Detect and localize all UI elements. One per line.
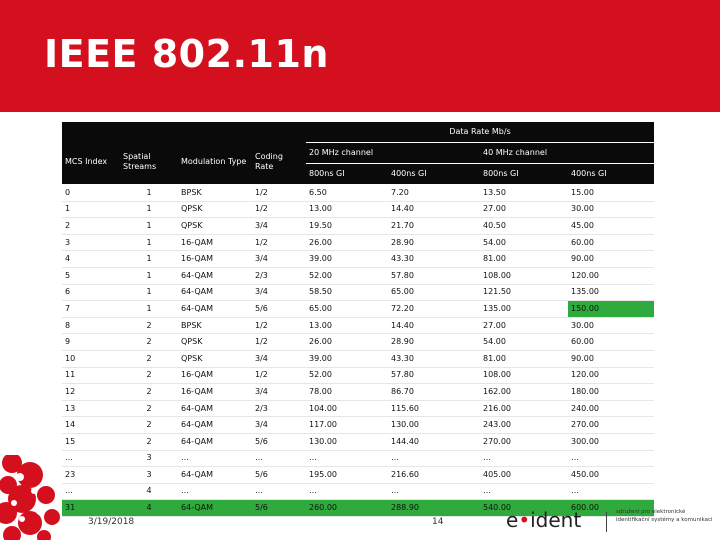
header-40mhz-channel: 40 MHz channel xyxy=(480,143,654,164)
cell-spatial-streams: 1 xyxy=(120,185,178,202)
table-row xyxy=(62,417,654,434)
cell-rate-20mhz-400ns: 115.60 xyxy=(388,400,480,417)
cell-modulation: 64-QAM xyxy=(178,433,252,450)
header-800ns-gi-20: 800ns GI xyxy=(306,164,388,185)
logo-subtitle-line2: identifikační systémy a komunikaci xyxy=(616,517,713,523)
cell-rate-40mhz-800ns: … xyxy=(480,450,568,467)
cell-spatial-streams: 2 xyxy=(120,417,178,434)
cell-modulation: BPSK xyxy=(178,185,252,202)
cell-coding-rate: 1/2 xyxy=(252,234,306,251)
cell-rate-20mhz-800ns: 130.00 xyxy=(306,433,388,450)
cell-rate-40mhz-400ns: 270.00 xyxy=(568,417,654,434)
cell-rate-20mhz-400ns: 43.30 xyxy=(388,251,480,268)
cell-modulation: 64-QAM xyxy=(178,500,252,517)
cell-coding-rate: 1/2 xyxy=(252,185,306,202)
table-row xyxy=(62,367,654,384)
cell-rate-20mhz-800ns: … xyxy=(306,483,388,500)
cell-rate-40mhz-800ns: 81.00 xyxy=(480,350,568,367)
cell-rate-20mhz-800ns: 26.00 xyxy=(306,234,388,251)
table-row xyxy=(62,317,654,334)
cell-modulation: … xyxy=(178,450,252,467)
cell-rate-20mhz-800ns: 52.00 xyxy=(306,267,388,284)
header-400ns-gi-20: 400ns GI xyxy=(388,164,480,185)
cell-mcs-index: 8 xyxy=(62,317,120,334)
header-800ns-gi-40: 800ns GI xyxy=(480,164,568,185)
cell-coding-rate: 3/4 xyxy=(252,384,306,401)
cell-spatial-streams: 3 xyxy=(120,450,178,467)
table-row xyxy=(62,267,654,284)
cell-rate-40mhz-800ns: 135.00 xyxy=(480,301,568,318)
cell-spatial-streams: 2 xyxy=(120,334,178,351)
cell-mcs-index: 10 xyxy=(62,350,120,367)
cell-spatial-streams: 1 xyxy=(120,251,178,268)
cell-mcs-index: 23 xyxy=(62,467,120,484)
cell-rate-20mhz-400ns: 288.90 xyxy=(388,500,480,517)
table-row xyxy=(62,334,654,351)
cell-rate-40mhz-400ns: … xyxy=(568,450,654,467)
cell-rate-20mhz-800ns: 39.00 xyxy=(306,350,388,367)
cell-rate-40mhz-400ns: 240.00 xyxy=(568,400,654,417)
cell-mcs-index: 9 xyxy=(62,334,120,351)
cell-rate-20mhz-400ns: 57.80 xyxy=(388,367,480,384)
cell-rate-40mhz-400ns: 30.00 xyxy=(568,201,654,218)
cell-rate-20mhz-400ns: 57.80 xyxy=(388,267,480,284)
cell-rate-40mhz-400ns: 15.00 xyxy=(568,185,654,202)
cell-rate-20mhz-400ns: 21.70 xyxy=(388,218,480,235)
cell-rate-40mhz-400ns: 90.00 xyxy=(568,251,654,268)
table-row xyxy=(62,467,654,484)
logo-ident: ident xyxy=(530,508,582,532)
cell-rate-20mhz-800ns: 39.00 xyxy=(306,251,388,268)
cell-coding-rate: 2/3 xyxy=(252,267,306,284)
cell-mcs-index: … xyxy=(62,483,120,500)
cell-rate-20mhz-400ns: 86.70 xyxy=(388,384,480,401)
cell-spatial-streams: 2 xyxy=(120,350,178,367)
cell-mcs-index: 6 xyxy=(62,284,120,301)
cell-modulation: 64-QAM xyxy=(178,267,252,284)
cell-rate-40mhz-400ns: 600.00 xyxy=(568,500,654,517)
cell-rate-20mhz-400ns: 7.20 xyxy=(388,185,480,202)
eident-logo xyxy=(506,508,581,532)
cell-rate-40mhz-400ns: 45.00 xyxy=(568,218,654,235)
table-row xyxy=(62,350,654,367)
cell-rate-40mhz-800ns: 405.00 xyxy=(480,467,568,484)
cell-mcs-index: 1 xyxy=(62,201,120,218)
cell-rate-40mhz-800ns: 13.50 xyxy=(480,185,568,202)
cell-coding-rate: 1/2 xyxy=(252,317,306,334)
cell-modulation: 64-QAM xyxy=(178,417,252,434)
logo-e: e xyxy=(506,508,519,532)
table-row xyxy=(62,450,654,467)
cell-coding-rate: 1/2 xyxy=(252,334,306,351)
cell-modulation: QPSK xyxy=(178,218,252,235)
cell-spatial-streams: 2 xyxy=(120,367,178,384)
cell-rate-20mhz-400ns: 28.90 xyxy=(388,234,480,251)
cell-rate-40mhz-400ns: 30.00 xyxy=(568,317,654,334)
cell-rate-20mhz-400ns: 130.00 xyxy=(388,417,480,434)
cell-rate-20mhz-400ns: 65.00 xyxy=(388,284,480,301)
cell-rate-40mhz-400ns: 90.00 xyxy=(568,350,654,367)
cell-rate-40mhz-400ns: 150.00 xyxy=(568,301,654,318)
cell-rate-40mhz-400ns: 60.00 xyxy=(568,234,654,251)
slide-title: IEEE 802.11n xyxy=(44,32,329,76)
cell-modulation: 64-QAM xyxy=(178,467,252,484)
header-data-rate: Data Rate Mb/s xyxy=(306,122,654,143)
cell-coding-rate: 3/4 xyxy=(252,417,306,434)
cell-mcs-index: 2 xyxy=(62,218,120,235)
cell-rate-20mhz-800ns: 13.00 xyxy=(306,317,388,334)
cell-modulation: BPSK xyxy=(178,317,252,334)
cell-rate-20mhz-400ns: 14.40 xyxy=(388,201,480,218)
cell-spatial-streams: 2 xyxy=(120,400,178,417)
header-400ns-gi-40: 400ns GI xyxy=(568,164,654,185)
table-row xyxy=(62,234,654,251)
cell-rate-20mhz-800ns: 195.00 xyxy=(306,467,388,484)
cell-mcs-index: 11 xyxy=(62,367,120,384)
cell-coding-rate: 5/6 xyxy=(252,433,306,450)
cell-rate-20mhz-800ns: 117.00 xyxy=(306,417,388,434)
cell-coding-rate: … xyxy=(252,450,306,467)
cell-coding-rate: 3/4 xyxy=(252,251,306,268)
cell-rate-40mhz-400ns: 135.00 xyxy=(568,284,654,301)
cell-spatial-streams: 3 xyxy=(120,467,178,484)
slide-page-number: 14 xyxy=(432,517,444,527)
cell-rate-20mhz-400ns: … xyxy=(388,450,480,467)
cell-modulation: 64-QAM xyxy=(178,400,252,417)
cell-rate-20mhz-400ns: 72.20 xyxy=(388,301,480,318)
cell-rate-40mhz-400ns: 180.00 xyxy=(568,384,654,401)
cell-rate-40mhz-800ns: 270.00 xyxy=(480,433,568,450)
cell-spatial-streams: 1 xyxy=(120,201,178,218)
cell-mcs-index: 5 xyxy=(62,267,120,284)
cell-spatial-streams: 4 xyxy=(120,500,178,517)
cell-spatial-streams: 4 xyxy=(120,483,178,500)
cell-rate-20mhz-800ns: … xyxy=(306,450,388,467)
cell-coding-rate: 1/2 xyxy=(252,367,306,384)
cell-modulation: 64-QAM xyxy=(178,284,252,301)
cell-rate-40mhz-800ns: … xyxy=(480,483,568,500)
cell-rate-40mhz-800ns: 121.50 xyxy=(480,284,568,301)
cell-rate-40mhz-800ns: 540.00 xyxy=(480,500,568,517)
cell-rate-20mhz-400ns: 43.30 xyxy=(388,350,480,367)
table-row xyxy=(62,185,654,202)
cell-mcs-index: 13 xyxy=(62,400,120,417)
cell-rate-40mhz-800ns: 108.00 xyxy=(480,367,568,384)
cell-spatial-streams: 2 xyxy=(120,384,178,401)
table-row xyxy=(62,251,654,268)
cell-modulation: … xyxy=(178,483,252,500)
cell-mcs-index: 7 xyxy=(62,301,120,318)
cell-mcs-index: 15 xyxy=(62,433,120,450)
cell-rate-20mhz-800ns: 65.00 xyxy=(306,301,388,318)
cell-modulation: QPSK xyxy=(178,334,252,351)
cell-rate-20mhz-800ns: 19.50 xyxy=(306,218,388,235)
mcs-rate-table xyxy=(62,122,654,517)
header-mcs-index: MCS Index xyxy=(62,122,120,185)
cell-rate-20mhz-800ns: 26.00 xyxy=(306,334,388,351)
cell-rate-40mhz-400ns: 450.00 xyxy=(568,467,654,484)
cell-coding-rate: 5/6 xyxy=(252,467,306,484)
cell-rate-20mhz-400ns: 216.60 xyxy=(388,467,480,484)
cell-rate-40mhz-800ns: 243.00 xyxy=(480,417,568,434)
cell-mcs-index: 12 xyxy=(62,384,120,401)
cell-rate-40mhz-800ns: 81.00 xyxy=(480,251,568,268)
cell-spatial-streams: 1 xyxy=(120,267,178,284)
table-row xyxy=(62,201,654,218)
table-row xyxy=(62,284,654,301)
cell-modulation: 16-QAM xyxy=(178,384,252,401)
cell-rate-20mhz-800ns: 104.00 xyxy=(306,400,388,417)
cell-coding-rate: 3/4 xyxy=(252,284,306,301)
decorative-circles-graphic xyxy=(0,455,70,540)
cell-spatial-streams: 1 xyxy=(120,234,178,251)
cell-rate-40mhz-800ns: 54.00 xyxy=(480,234,568,251)
cell-mcs-index: 3 xyxy=(62,234,120,251)
cell-mcs-index: 31 xyxy=(62,500,120,517)
slide-date: 3/19/2018 xyxy=(88,517,135,527)
cell-mcs-index: 4 xyxy=(62,251,120,268)
cell-rate-20mhz-800ns: 6.50 xyxy=(306,185,388,202)
header-modulation-type: Modulation Type xyxy=(178,122,252,185)
cell-rate-40mhz-800ns: 54.00 xyxy=(480,334,568,351)
header-spatial-streams: Spatial Streams xyxy=(120,122,178,185)
cell-rate-40mhz-800ns: 40.50 xyxy=(480,218,568,235)
cell-modulation: 16-QAM xyxy=(178,367,252,384)
cell-coding-rate: … xyxy=(252,483,306,500)
table-row xyxy=(62,483,654,500)
cell-rate-20mhz-400ns: 28.90 xyxy=(388,334,480,351)
cell-rate-20mhz-800ns: 260.00 xyxy=(306,500,388,517)
cell-mcs-index: … xyxy=(62,450,120,467)
title-banner xyxy=(0,0,720,112)
cell-coding-rate: 3/4 xyxy=(252,218,306,235)
cell-rate-20mhz-800ns: 13.00 xyxy=(306,201,388,218)
cell-coding-rate: 5/6 xyxy=(252,301,306,318)
cell-rate-40mhz-400ns: 60.00 xyxy=(568,334,654,351)
cell-rate-20mhz-800ns: 58.50 xyxy=(306,284,388,301)
cell-mcs-index: 0 xyxy=(62,185,120,202)
cell-coding-rate: 1/2 xyxy=(252,201,306,218)
cell-modulation: QPSK xyxy=(178,350,252,367)
cell-rate-20mhz-400ns: 144.40 xyxy=(388,433,480,450)
logo-subtitle xyxy=(616,508,716,524)
table-row xyxy=(62,301,654,318)
cell-rate-20mhz-800ns: 52.00 xyxy=(306,367,388,384)
cell-rate-40mhz-800ns: 108.00 xyxy=(480,267,568,284)
table-row xyxy=(62,218,654,235)
logo-subtitle-line1: sdružení pro elektronické xyxy=(616,509,686,515)
cell-modulation: 16-QAM xyxy=(178,234,252,251)
cell-rate-40mhz-800ns: 27.00 xyxy=(480,201,568,218)
cell-coding-rate: 2/3 xyxy=(252,400,306,417)
table-row xyxy=(62,433,654,450)
cell-rate-20mhz-400ns: 14.40 xyxy=(388,317,480,334)
cell-rate-40mhz-400ns: … xyxy=(568,483,654,500)
header-coding-rate: Coding Rate xyxy=(252,122,306,185)
cell-spatial-streams: 1 xyxy=(120,284,178,301)
cell-rate-40mhz-400ns: 120.00 xyxy=(568,367,654,384)
cell-rate-20mhz-800ns: 78.00 xyxy=(306,384,388,401)
cell-rate-40mhz-400ns: 120.00 xyxy=(568,267,654,284)
header-20mhz-channel: 20 MHz channel xyxy=(306,143,480,164)
logo-dot-icon: • xyxy=(518,508,531,532)
logo-divider xyxy=(606,512,607,532)
cell-spatial-streams: 2 xyxy=(120,433,178,450)
cell-spatial-streams: 1 xyxy=(120,218,178,235)
cell-mcs-index: 14 xyxy=(62,417,120,434)
cell-rate-40mhz-800ns: 216.00 xyxy=(480,400,568,417)
table-row xyxy=(62,384,654,401)
cell-spatial-streams: 2 xyxy=(120,317,178,334)
cell-coding-rate: 3/4 xyxy=(252,350,306,367)
cell-spatial-streams: 1 xyxy=(120,301,178,318)
cell-modulation: 16-QAM xyxy=(178,251,252,268)
cell-modulation: 64-QAM xyxy=(178,301,252,318)
cell-rate-40mhz-400ns: 300.00 xyxy=(568,433,654,450)
cell-modulation: QPSK xyxy=(178,201,252,218)
cell-rate-20mhz-400ns: … xyxy=(388,483,480,500)
cell-rate-40mhz-800ns: 27.00 xyxy=(480,317,568,334)
cell-coding-rate: 5/6 xyxy=(252,500,306,517)
table-row xyxy=(62,400,654,417)
cell-rate-40mhz-800ns: 162.00 xyxy=(480,384,568,401)
